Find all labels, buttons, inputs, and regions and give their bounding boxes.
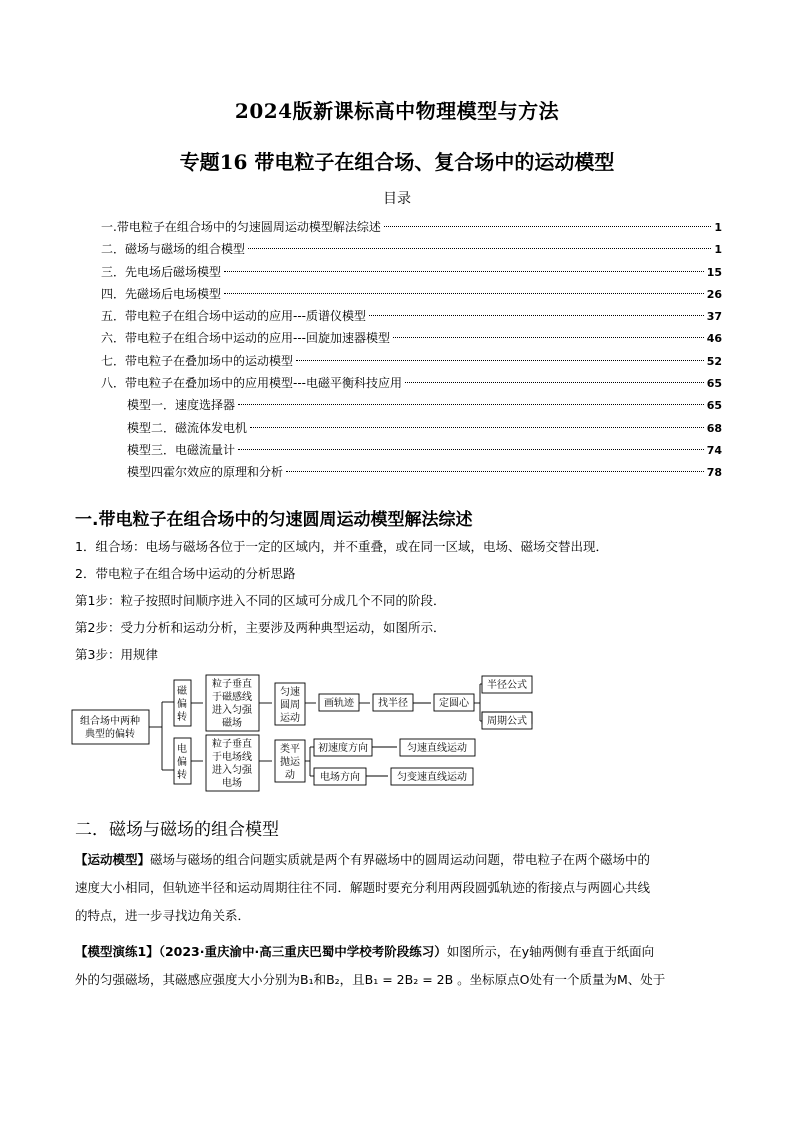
svg-text:进入匀强: 进入匀强 xyxy=(212,705,252,716)
toc-item[interactable]: 五．带电粒子在组合场中运动的应用---质谱仪模型 37 xyxy=(101,309,722,324)
toc-item[interactable]: 四．先磁场后电场模型 26 xyxy=(101,286,722,301)
toc-subitem[interactable]: 模型二．磁流体发电机 68 xyxy=(127,420,722,435)
svg-text:转: 转 xyxy=(177,712,187,723)
toc-subitem[interactable]: 模型三．电磁流量计 74 xyxy=(127,442,722,457)
svg-text:电场方向: 电场方向 xyxy=(320,772,360,783)
svg-text:进入匀强: 进入匀强 xyxy=(212,765,252,776)
toc-subitem[interactable]: 模型四霍尔效应的原理和分析 78 xyxy=(127,465,722,480)
svg-text:于电场线: 于电场线 xyxy=(212,752,252,763)
table-of-contents xyxy=(101,216,722,484)
toc-item[interactable]: 八．带电粒子在叠加场中的应用模型---电磁平衡科技应用 65 xyxy=(101,376,722,391)
toc-item[interactable]: 一.带电粒子在组合场中的匀速圆周运动模型解法综述 1 xyxy=(101,220,722,234)
section1-heading: 一.带电粒子在组合场中的匀速圆周运动模型解法综述 xyxy=(75,510,473,530)
svg-text:匀变速直线运动: 匀变速直线运动 xyxy=(397,772,467,783)
section1-line: 第3步：用规律 xyxy=(75,647,158,662)
section1-line: 第1步：粒子按照时间顺序进入不同的区域可分成几个不同的阶段． xyxy=(75,593,446,608)
toc-subitem[interactable]: 模型一．速度选择器 65 xyxy=(127,398,722,413)
toc-item[interactable]: 七．带电粒子在叠加场中的运动模型 52 xyxy=(101,353,722,368)
svg-text:画轨迹: 画轨迹 xyxy=(324,698,354,709)
toc-item[interactable]: 六．带电粒子在组合场中运动的应用---回旋加速器模型 46 xyxy=(101,331,722,346)
svg-text:抛运: 抛运 xyxy=(280,757,300,768)
document-subtitle: 专题16 带电粒子在组合场、复合场中的运动模型 xyxy=(179,150,615,174)
section1-line: 第2步：受力分析和运动分析，主要涉及两种典型运动，如图所示． xyxy=(75,620,446,635)
section1-line: 2．带电粒子在组合场中运动的分析思路 xyxy=(75,566,296,581)
svg-text:周期公式: 周期公式 xyxy=(487,716,527,727)
svg-text:半径公式: 半径公式 xyxy=(487,680,527,691)
svg-text:动: 动 xyxy=(285,770,295,781)
svg-text:电: 电 xyxy=(177,744,187,755)
svg-text:转: 转 xyxy=(177,770,187,781)
toc-item[interactable]: 二．磁场与磁场的组合模型 1 xyxy=(101,242,722,257)
svg-text:定圆心: 定圆心 xyxy=(439,698,469,709)
svg-text:电场: 电场 xyxy=(222,778,242,789)
section2-heading: 二．磁场与磁场的组合模型 xyxy=(75,820,279,840)
section1-line: 1．组合场：电场与磁场各位于一定的区域内，并不重叠，或在同一区域，电场、磁场交替出现． xyxy=(75,539,608,554)
deflection-flowchart xyxy=(70,670,490,795)
root-line: 典型的偏转 xyxy=(85,729,135,740)
svg-text:匀速直线运动: 匀速直线运动 xyxy=(407,743,467,754)
svg-text:磁: 磁 xyxy=(177,686,187,697)
svg-text:运动: 运动 xyxy=(280,713,300,724)
svg-text:圆周: 圆周 xyxy=(280,700,300,711)
toc-item[interactable]: 三．先电场后磁场模型 15 xyxy=(101,264,722,279)
svg-text:偏: 偏 xyxy=(177,699,187,710)
root-line: 组合场中两种 xyxy=(80,716,140,727)
svg-text:初速度方向: 初速度方向 xyxy=(318,743,368,754)
svg-text:粒子垂直: 粒子垂直 xyxy=(212,679,252,690)
svg-text:粒子垂直: 粒子垂直 xyxy=(212,739,252,750)
svg-text:找半径: 找半径 xyxy=(378,698,408,709)
svg-text:匀速: 匀速 xyxy=(280,687,300,698)
toc-heading: 目录 xyxy=(383,191,411,207)
section2-body: 【运动模型】磁场与磁场的组合问题实质就是两个有界磁场中的圆周运动问题，带电粒子在两个磁场中的 速度大小相同，但轨迹半径和运动周期往往不同．解题时要充分利用两段圆弧轨迹的衔接点与两圆心共线 的特点，进一步寻找边角关系． 【模型演练1】（2023·重庆渝中·高三重庆巴蜀中学校考阶段练习）如图所示，在y轴两侧有垂直于纸面向 外的匀强磁场，其磁感应强度大小分别为B₁和B₂，且B₁ = 2B₂ = 2B 。坐标原点O处有一个质量为M、处于 xyxy=(75,852,666,987)
svg-text:磁场: 磁场 xyxy=(222,718,242,729)
svg-text:于磁感线: 于磁感线 xyxy=(212,692,252,703)
document-title: 2024版新课标高中物理模型与方法 xyxy=(234,99,560,123)
svg-text:类平: 类平 xyxy=(280,744,300,755)
svg-text:偏: 偏 xyxy=(177,757,187,768)
flowchart-period-box xyxy=(480,710,540,732)
